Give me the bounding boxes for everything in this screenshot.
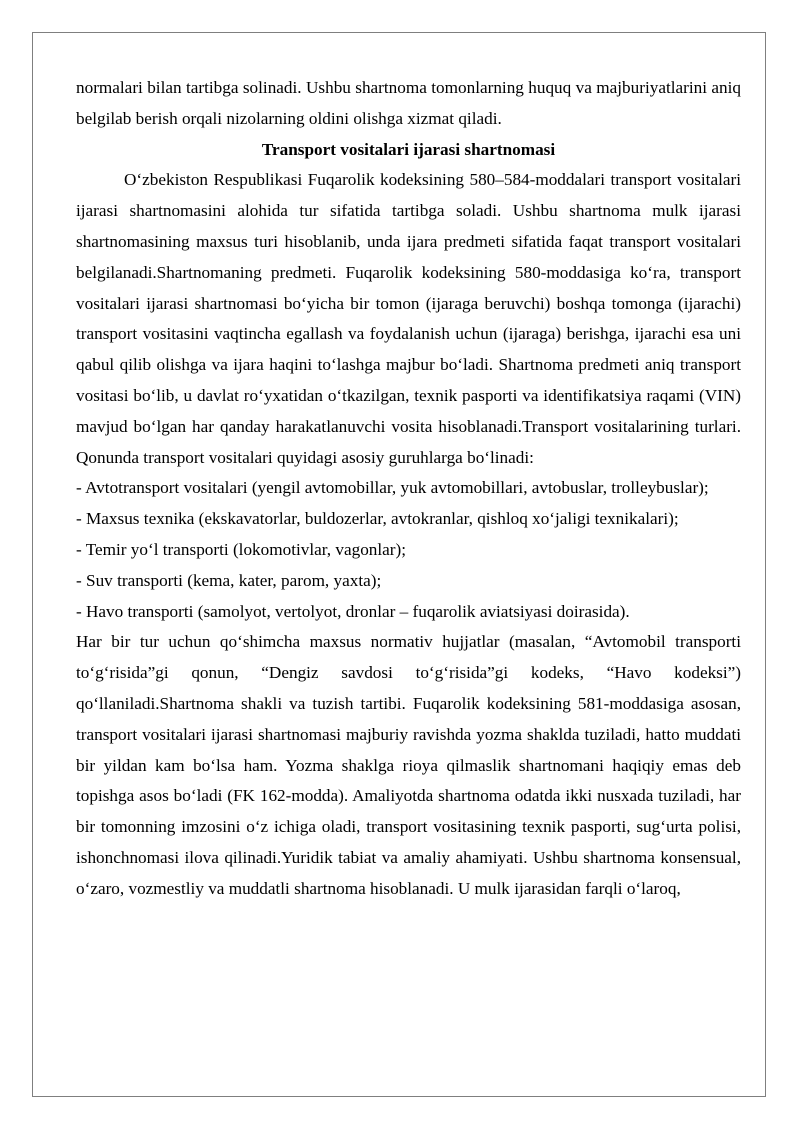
list-item-3: - Temir yo‘l transporti (lokomotivlar, vagonlar); <box>76 539 407 559</box>
list-item-2: - Maxsus texnika (ekskavatorlar, buldozerlar, avtokranlar, qishloq xo‘jaligi texnikalari); <box>76 509 679 529</box>
document-body <box>76 73 741 905</box>
paragraph-1: O‘zbekiston Respublikasi Fuqarolik kodeksining 580–584-moddalari transport vositalari ijarasi shartnomasini alohida tur sifatida tartibga soladi. Ushbu shartnoma mulk ijarasi shartnomasining maxsus turi hisoblanib, unda ijara predmeti sifatida faqat transport vositalari belgilanadi.Shartnomaning predmeti. Fuqarolik kodeksining 580-moddasiga ko‘ra, transport vositalari ijarasi shartnomasi bo‘yicha bir tomon (ijaraga beruvchi) boshqa tomonga (ijarachi) transport vositasini vaqtincha egallash va foydalanish uchun (ijaraga) berishga, ijarachi esa uni qabul qilib olishga va ijara haqini to‘lashga majbur bo‘ladi. Shartnoma predmeti aniq transport vositasi bo‘lib, u davlat ro‘yxatidan o‘tkazilgan, texnik pasporti va identifikatsiya raqami (VIN) mavjud bo‘lgan har qanday harakatlanuvchi vosita hisoblanadi.Transport vositalarining turlari. Qonunda transport vositalari quyidagi asosiy guruhlarga bo‘linadi: <box>76 170 741 467</box>
intro-paragraph: normalari bilan tartibga solinadi. Ushbu shartnoma tomonlarning huquq va majburiyatlarini aniq belgilab berish orqali nizolarning oldini olishga xizmat qiladi. <box>76 78 741 128</box>
paragraph-2: Har bir tur uchun qo‘shimcha maxsus normativ hujjatlar (masalan, “Avtomobil transporti to‘g‘risida”gi qonun, “Dengiz savdosi to‘g‘risida”gi kodeks, “Havo kodeksi”) qo‘llaniladi.Shartnoma shakli va tuzish tartibi. Fuqarolik kodeksining 581-moddasiga asosan, transport vositalari ijarasi shartnomasi majburiy ravishda yozma shaklda tuziladi, hatto muddati bir yildan kam bo‘lsa ham. Yozma shaklga rioya qilmaslik shartnomani haqiqiy emas deb topishga asos bo‘ladi (FK 162-modda). Amaliyotda shartnoma odatda ikki nusxada tuziladi, har bir tomonning imzosini o‘z ichiga oladi, transport vositasining texnik pasporti, sug‘urta polisi, ishonchnomasi ilova qilinadi.Yuridik tabiat va amaliy ahamiyati. Ushbu shartnoma konsensual, o‘zaro, vozmestliy va muddatli shartnoma hisoblanadi. U mulk ijarasidan farqli o‘laroq, <box>76 632 741 898</box>
list-item-1: - Avtotransport vositalari (yengil avtomobillar, yuk avtomobillari, avtobuslar, trolleybuslar); <box>76 478 709 498</box>
list-item-5: - Havo transporti (samolyot, vertolyot, dronlar – fuqarolik aviatsiyasi doirasida). <box>76 601 630 621</box>
section-title: Transport vositalari ijarasi shartnomasi <box>261 139 556 159</box>
list-item-4: - Suv transporti (kema, kater, parom, yaxta); <box>76 570 382 590</box>
